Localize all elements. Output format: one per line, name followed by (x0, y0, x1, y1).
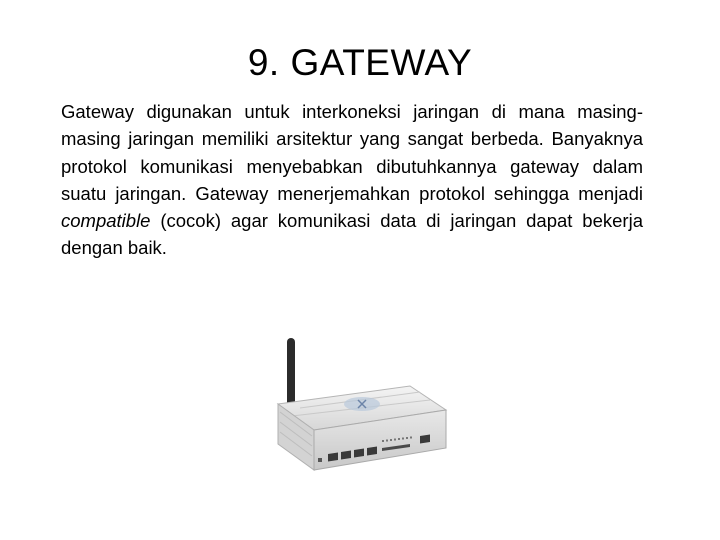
paragraph-emphasis: compatible (61, 210, 151, 232)
slide-paragraph (61, 98, 643, 262)
gateway-router-icon (270, 330, 450, 480)
paragraph-text-1: Gateway digunakan untuk interkoneksi jaringan di mana masing-masing jaringan memiliki arsitektur yang sangat berbeda. Banyaknya protokol komunikasi menyebabkan dibutuhkannya gateway dalam suatu jaringan. Gateway menerjemahkan protokol sehingga menjadi (61, 101, 643, 204)
paragraph-text-2: (cocok) agar komunikasi data di jaringan dapat bekerja dengan baik. (61, 210, 643, 259)
gateway-router-illustration (270, 330, 450, 480)
slide-title: 9. GATEWAY (247, 42, 473, 83)
